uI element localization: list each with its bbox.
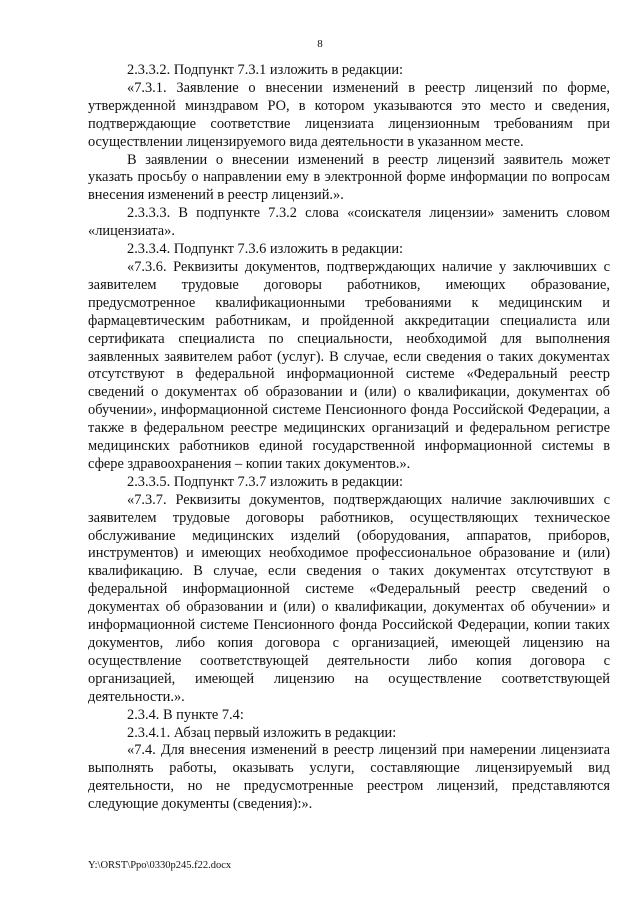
paragraph: 2.3.4.1. Абзац первый изложить в редакции: — [127, 724, 397, 741]
footer-file-path: Y:\ORST\Ppo\0330p245.f22.docx — [88, 860, 232, 871]
paragraph: В заявлении о внесении изменений в реестр лицензий заявитель может указать просьбу о направлении ему в электронной форме информации по вопросам внесения изменений в реестр лицензий.». — [88, 151, 610, 204]
paragraph: 2.3.4. В пункте 7.4: — [127, 706, 244, 723]
paragraph: 2.3.3.4. Подпункт 7.3.6 изложить в редакции: — [127, 241, 404, 258]
paragraph: «7.3.1. Заявление о внесении изменений в реестр лицензий по форме, утвержденной минздравом РО, в котором указываются это место и сведения, подтверждающие соответствие лицензиата лицензионным требованиям при осуществлении лицензируемого вида деятельности в указанном месте. — [88, 79, 610, 150]
paragraph: 2.3.3.3. В подпункте 7.3.2 слова «соискателя лицензии» заменить словом «лицензиата». — [88, 205, 610, 240]
paragraph: 2.3.3.2. Подпункт 7.3.1 изложить в редакции: — [127, 62, 404, 78]
paragraph: 2.3.3.5. Подпункт 7.3.7 изложить в редакции: — [127, 473, 404, 490]
paragraph: «7.3.6. Реквизиты документов, подтверждающих наличие у заключивших с заявителем трудовые договоры работников, имеющих образование, предусмотренное квалификационными требованиями к медицинским и фармацевтическим работникам, и пройденной аккредитации специалиста или сертификата специалиста по специальности, необходимой для выполнения заявленных заявителем работ (услуг). В случае, если сведения о таких документах отсутствуют в федеральной информационной системе «Федеральный реестр сведений о документах об образовании и (или) о квалификации, документах об обучении», информационной системе Пенсионного фонда Российской Федерации, а также в федеральном реестре медицинских организаций и федеральном регистре медицинских работников единой государственной информационной системы в сфере здравоохранения – копии таких документов.». — [88, 258, 610, 472]
paragraph: «7.3.7. Реквизиты документов, подтверждающих наличие заключивших с заявителем трудовые договоры работников, осуществляющих техническое обслуживание медицинских изделий (оборудования, аппаратов, приборов, инструментов) и имеющих необходимое профессиональное образование и (или) квалификацию. В случае, если сведения о таких документах отсутствуют в федеральной информационной системе «Федеральный реестр сведений о документах об образовании и (или) о квалификации, документах об обучении» и информационной системе Пенсионного фонда Российской Федерации, копии таких документов, либо копия договора с организацией, имеющей лицензию на осуществление соответствующей деятельности либо копия договора с организацией, имеющей лицензию на осуществление соответствующей деятельности.». — [88, 491, 610, 705]
document-body — [88, 62, 610, 814]
page-number: 8 — [317, 38, 323, 50]
paragraph: «7.4. Для внесения изменений в реестр лицензий при намерении лицензиата выполнять работы, оказывать услуги, составляющие лицензируемый вид деятельности, но не предусмотренные реестром лицензий, представляются следующие документы (сведения):». — [88, 742, 610, 813]
